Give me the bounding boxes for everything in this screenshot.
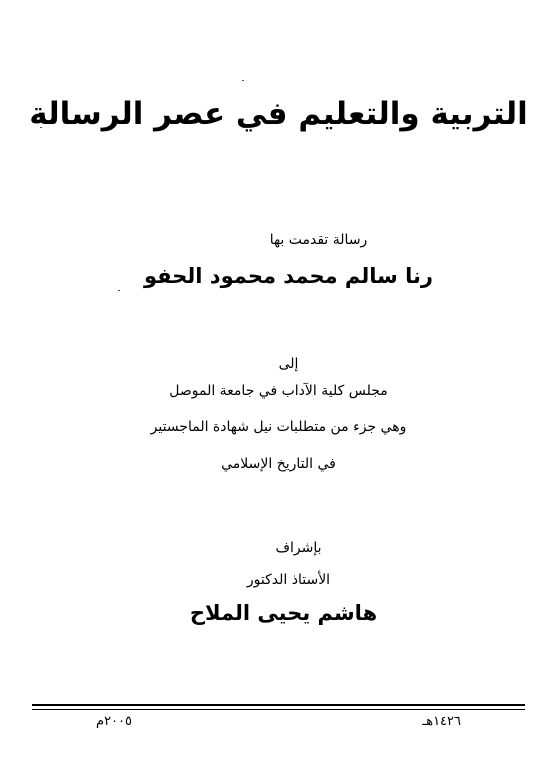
supervisor-name: هاشم يحيى الملاح: [189, 601, 378, 625]
footer-rule-thin: [32, 709, 525, 710]
gregorian-year: ٢٠٠٥م: [96, 714, 132, 729]
council-line: مجلس كلية الآداب في جامعة الموصل: [169, 383, 388, 399]
field-line: في التاريخ الإسلامي: [221, 456, 336, 472]
requirement-line: وهي جزء من متطلبات نيل شهادة الماجستير: [150, 419, 407, 435]
hijri-year: ١٤٢٦هـ: [422, 714, 461, 729]
footer-rule-thick: [32, 704, 525, 706]
scan-speck: [242, 80, 244, 81]
to-label: إلى: [278, 356, 299, 372]
supervisor-title: الأستاذ الدكتور: [246, 572, 331, 588]
author-name: رنا سالم محمد محمود الحفو: [144, 264, 433, 288]
supervision-label: بإشراف: [275, 540, 322, 556]
thesis-title: التربية والتعليم في عصر الرسالة: [29, 96, 528, 132]
scan-speck: [118, 290, 120, 291]
submission-text: رسالة تقدمت بها: [269, 232, 368, 248]
